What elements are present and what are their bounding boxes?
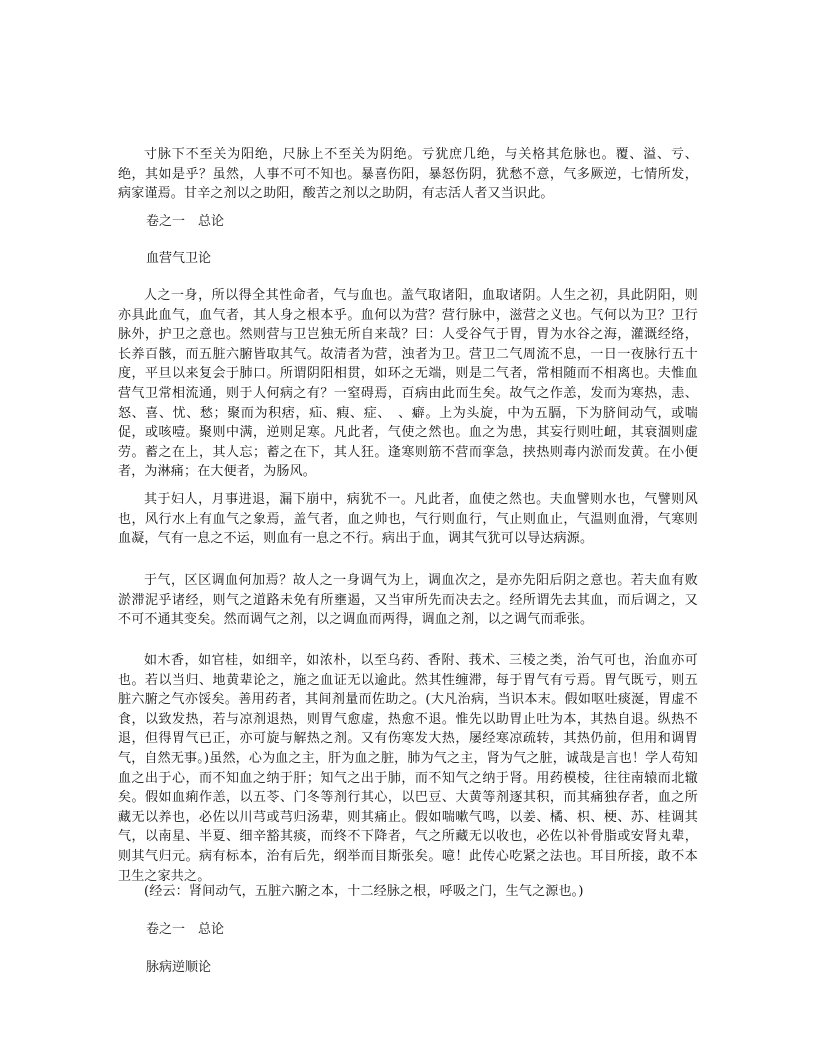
paragraph-blood-qi-main: 人之一身，所以得全其性命者，气与血也。盖气取诸阳，血取诸阴。人生之初，具此阴阳，则亦具此血气，血气者，其人身之根本乎。血何以为营？营行脉中，滋营之义也。气何以为卫？卫行脉外，护卫之意也。然则营与卫岂独无所自来哉？曰：人受谷气于胃，胃为水谷之海，灌溉经络，长养百骸，而五脏六腑皆取其气。故清者为营，浊者为卫。营卫二气周流不息，一日一夜脉行五十度，平旦以来复会于肺口。所谓阴阳相贯，如环之无端，则是二气者，常相随而不相离也。夫惟血营气卫常相流通，则于人何病之有？一窒碍焉，百病由此而生矣。故气之作恙，发而为寒热，恚、怒、喜、忧、愁；聚而为积痞，疝、瘕、症、 、癖。上为头旋，中为五膈，下为脐间动气，或喘促，或咳噎。聚则中满，逆则足寒。凡此者，气使之然也。血之为患，其妄行则吐衄，其衰涸则虚劳。蓄之在上，其人忘；蓄之在下，其人狂。逢寒则筋不营而挛急，挟热则毒内淤而发黄。在小便者，为淋痛；在大便者，为肠风。: [118, 288, 698, 480]
section-title-pulse: 脉病逆顺论: [146, 960, 212, 975]
paragraph-women: 其于妇人，月事进退，漏下崩中，病犹不一。凡此者，血使之然也。夫血譬则水也，气譬则风也，风行水上有血气之象焉，盖气者，血之帅也，气行则血行，气止则血止，气温则血滑，气寒则血凝，气有一息之不运，则血有一息之不行。病出于血，调其气犹可以导达病源。: [118, 492, 698, 547]
paragraph-classic-quote: (经云：肾间动气，五脏六腑之本，十二经脉之根，呼吸之门，生气之源也。): [144, 884, 584, 899]
paragraph-regulating-qi: 于气，区区调血何加焉？故人之一身调气为上，调血次之，是亦先阳后阴之意也。若夫血有败淤滞泥乎诸经，则气之道路未免有所壅遏，又当审所先而决去之。经所谓先去其血，而后调之，又不可不通其变矣。然而调气之剂，以之调血而两得，调血之剂，以之调气而乖张。: [118, 573, 698, 628]
volume-heading: 卷之一 总论: [146, 214, 225, 229]
paragraph-pulse-intro: 寸脉下不至关为阳绝，尺脉上不至关为阴绝。亏犹庶几绝，与关格其危脉也。覆、溢、亏、绝，其如是乎？虽然，人事不可不知也。暴喜伤阳，暴怒伤阴，犹愁不意，气多厥逆，七情所发，病家谨焉。甘辛之剂以之助阳，酸苦之剂以之助阴，有志活人者又当识此。: [118, 147, 698, 202]
section-title-blood-qi: 血营气卫论: [146, 251, 212, 266]
paragraph-herbs: 如木香，如官桂，如细辛，如浓朴，以至乌药、香附、莪术、三棱之类，治气可也，治血亦可也。若以当归、地黄辈论之，施之血证无以逾此。然其性缠滞，每于胃气有亏焉。胃气既亏，则五脏六腑之气亦馁矣。善用药者，其间剂量而佐助之。(大凡治病，当识本末。假如呕吐痰涎，胃虚不食，以致发热，若与凉剂退热，则胃气愈虚，热愈不退。惟先以助胃止吐为本，其热自退。纵热不退，但得胃气已正，亦可旋与解热之剂。又有伤寒发大热，屡经寒凉疏转，其热仍前，但用和调胃气，自然无事。)虽然，心为血之主，肝为血之脏，肺为气之主，肾为气之脏，诚哉是言也！学人苟知血之出于心，而不知血之纳于肝；知气之出于肺，而不知气之纳于肾。用药模棱，往往南辕而北辙矣。假如血痢作恙，以五苓、门冬等剂行其心，以巴豆、大黄等剂逐其积，而其痛独存者，血之所藏无以养也，必佐以川芎或芎归汤辈，则其痛止。假如喘嗽气鸣，以姜、橘、枳、梗、苏、桂调其气，以南星、半夏、细辛豁其痰，而终不下降者，气之所藏无以收也，必佐以补骨脂或安肾丸辈，则其气归元。病有标本，治有后先，纲举而目斯张矣。噫！此传心吃紧之法也。耳目所接，敢不本卫生之家共之。: [118, 653, 698, 884]
volume-heading-2: 卷之一 总论: [146, 922, 225, 937]
